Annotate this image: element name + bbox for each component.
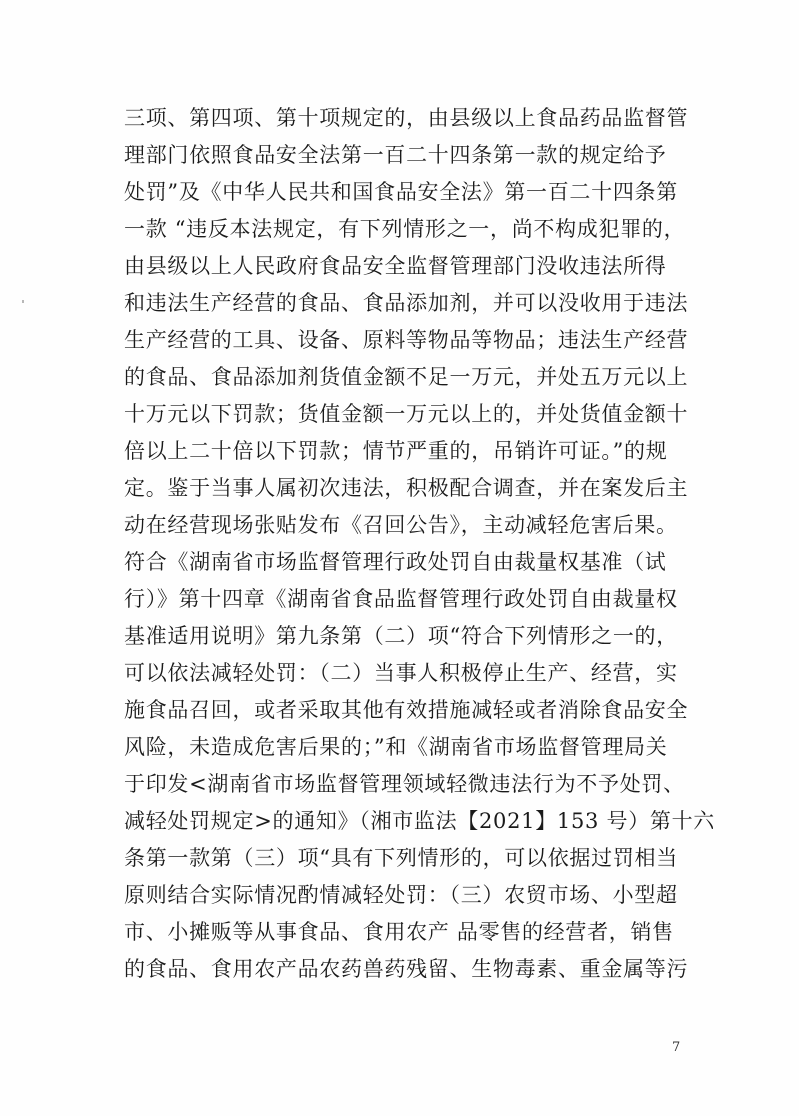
text-line: 倍以上二十倍以下罚款；情节严重的，吊销许可证。”的规 [124, 439, 668, 463]
text-line: 施食品召回，或者采取其他有效措施减轻或者消除食品安全 [124, 698, 689, 722]
scan-mark [22, 300, 24, 303]
text-line: 生产经营的工具、设备、原料等物品等物品；违法生产经营 [124, 328, 689, 352]
text-line: 的食品、食用农产品农药兽药残留、生物毒素、重金属等污 [124, 957, 689, 981]
text-line: 动在经营现场张贴发布《召回公告》，主动减轻危害后果。 [124, 513, 678, 537]
text-line: 风险，未造成危害后果的；”和《湖南省市场监督管理局关 [124, 735, 668, 759]
text-line: 和违法生产经营的食品、食品添加剂，并可以没收用于违法 [124, 291, 689, 315]
body-text [124, 100, 715, 988]
text-line: 理部门依照食品安全法第一百二十四条第一款的规定给予 [124, 143, 667, 167]
text-line: 十万元以下罚款；货值金额一万元以上的，并处货值金额十 [124, 402, 689, 426]
text-line: 定。鉴于当事人属初次违法，积极配合调查，并在案发后主 [124, 476, 689, 500]
page-number: 7 [672, 1040, 681, 1055]
text-line: 符合《湖南省市场监督管理行政处罚自由裁量权基准（试 [124, 550, 667, 574]
text-line: 的食品、食品添加剂货值金额不足一万元，并处五万元以上 [124, 365, 689, 389]
text-line: 一款 “违反本法规定，有下列情形之一，尚不构成犯罪的， [124, 217, 686, 241]
text-line: 条第一款第（三）项“具有下列情形的，可以依据过罚相当 [124, 846, 678, 870]
text-line: 于印发<湖南省市场监督管理领域轻微违法行为不予处罚、 [124, 772, 685, 796]
text-line: 由县级以上人民政府食品安全监督管理部门没收违法所得 [124, 254, 667, 278]
text-line: 处罚”及《中华人民共和国食品安全法》第一百二十四条第 [124, 180, 678, 204]
text-line: 市、小摊贩等从事食品、食用农产 品零售的经营者，销售 [124, 920, 674, 944]
text-line: 行）》第十四章《湖南省食品监督管理行政处罚自由裁量权 [124, 587, 678, 611]
text-line: 可以依法减轻处罚：（二）当事人积极停止生产、经营，实 [124, 661, 678, 685]
text-line: 减轻处罚规定>的通知》（湘市监法【2021】153 号）第十六 [124, 809, 715, 833]
text-line: 基准适用说明》第九条第（二）项“符合下列情形之一的， [124, 624, 678, 648]
text-line: 三项、第四项、第十项规定的，由县级以上食品药品监督管 [124, 106, 689, 130]
text-line: 原则结合实际情况酌情减轻处罚：（三）农贸市场、小型超 [124, 883, 678, 907]
